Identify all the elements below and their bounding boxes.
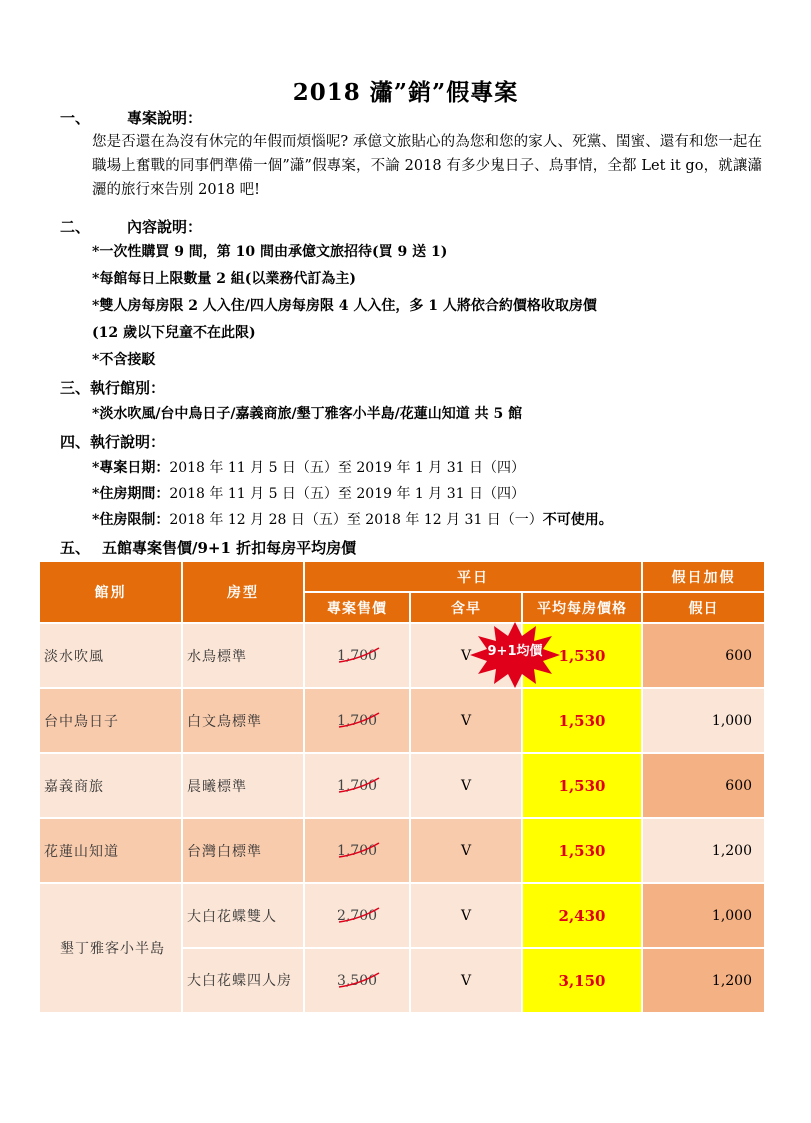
section-label: 內容說明： bbox=[127, 218, 203, 236]
strike-line bbox=[335, 840, 385, 862]
table-row bbox=[39, 623, 765, 688]
exec-value: 2018 年 12 月 28 日（五）至 2018 年 12 月 31 日（一） bbox=[169, 512, 543, 528]
holiday-price: 1,000 bbox=[642, 688, 765, 753]
strike-line bbox=[335, 775, 385, 797]
section-number: 二、 bbox=[60, 218, 91, 236]
page-title: 2018 瀟”銷”假專案 bbox=[292, 79, 519, 106]
room-type: 晨曦標準 bbox=[182, 753, 304, 818]
avg-price: 3,150 bbox=[522, 948, 642, 1013]
breakfast: V bbox=[410, 753, 522, 818]
header-hotel: 館別 bbox=[39, 561, 182, 623]
breakfast: V bbox=[410, 623, 522, 688]
strike-line bbox=[335, 645, 385, 667]
sale-price: 1,700 bbox=[304, 688, 410, 753]
exec-suffix: 不可使用。 bbox=[542, 512, 613, 528]
exec-value: 2018 年 11 月 5 日（五）至 2019 年 1 月 31 日（四） bbox=[169, 486, 525, 502]
section-number: 五、 bbox=[60, 539, 91, 557]
breakfast: V bbox=[410, 883, 522, 948]
exec-value: 2018 年 11 月 5 日（五）至 2019 年 1 月 31 日（四） bbox=[169, 460, 525, 476]
content-item: *雙人房每房限 2 人入住/四人房每房限 4 人入住，多 1 人將依合約價格收取房價 bbox=[92, 298, 597, 314]
sale-price: 3,500 bbox=[304, 948, 410, 1013]
exec-label: *住房期間： bbox=[92, 486, 170, 502]
avg-price: 1,530 bbox=[522, 623, 642, 688]
section-label: 五館專案售價/9+1 折扣每房平均房價 bbox=[102, 539, 357, 557]
section-label: 執行館別： bbox=[90, 379, 166, 397]
venue-list: *淡水吹風/台中鳥日子/嘉義商旅/墾丁雅客小半島/花蓮山知道 共 5 館 bbox=[92, 406, 523, 422]
avg-price: 1,530 bbox=[522, 688, 642, 753]
room-type: 大白花蝶雙人 bbox=[182, 883, 304, 948]
header-holiday: 假日 bbox=[642, 592, 765, 623]
section-label: 執行說明： bbox=[90, 433, 166, 451]
badge-label: 9+1均價 bbox=[487, 644, 543, 659]
exec-item bbox=[92, 483, 525, 503]
content-item: *不含接駁 bbox=[92, 352, 156, 368]
hotel-name: 台中鳥日子 bbox=[39, 688, 182, 753]
room-type: 白文鳥標準 bbox=[182, 688, 304, 753]
table-row bbox=[39, 818, 765, 883]
intro-paragraph: 您是否還在為沒有休完的年假而煩惱呢? 承億文旅貼心的為您和您的家人、死黨、閨蜜、還有和您一起在職場上奮戰的同事們準備一個”瀟”假專案，不論 2018 有多少鬼日子、鳥事情，全都 Let it go，就讓瀟灑的旅行來告別 2018 吧! bbox=[92, 134, 762, 198]
section-2-heading bbox=[60, 216, 202, 237]
strike-line bbox=[335, 970, 385, 992]
section-number: 一、 bbox=[60, 109, 91, 127]
sale-price: 1,700 bbox=[304, 753, 410, 818]
sale-price: 2,700 bbox=[304, 883, 410, 948]
exec-item bbox=[92, 457, 525, 477]
header-holiday-group: 假日加假 bbox=[642, 561, 765, 592]
sale-price: 1,700 bbox=[304, 623, 410, 688]
section-label: 專案說明： bbox=[127, 109, 203, 127]
breakfast: V bbox=[410, 818, 522, 883]
exec-label: *住房限制： bbox=[92, 512, 170, 528]
section-number: 四、 bbox=[60, 433, 91, 451]
exec-item bbox=[92, 509, 613, 529]
holiday-price: 600 bbox=[642, 623, 765, 688]
section-3-heading bbox=[60, 377, 165, 398]
hotel-name: 嘉義商旅 bbox=[39, 753, 182, 818]
sale-price: 1,700 bbox=[304, 818, 410, 883]
room-type: 台灣白標準 bbox=[182, 818, 304, 883]
price-table bbox=[38, 560, 766, 1014]
header-avg-price: 平均每房價格 bbox=[522, 592, 642, 623]
room-type: 水鳥標準 bbox=[182, 623, 304, 688]
section-1-heading bbox=[60, 107, 202, 128]
strike-line bbox=[335, 905, 385, 927]
header-room: 房型 bbox=[182, 561, 304, 623]
table-row bbox=[39, 688, 765, 753]
breakfast: V bbox=[410, 948, 522, 1013]
table-row bbox=[39, 753, 765, 818]
hotel-name: 花蓮山知道 bbox=[39, 818, 182, 883]
section-4-heading bbox=[60, 431, 165, 452]
content-item: *每館每日上限數量 2 組(以業務代訂為主) bbox=[92, 271, 357, 287]
avg-price: 1,530 bbox=[522, 818, 642, 883]
avg-price: 2,430 bbox=[522, 883, 642, 948]
hotel-name: 淡水吹風 bbox=[39, 623, 182, 688]
holiday-price: 600 bbox=[642, 753, 765, 818]
breakfast: V bbox=[410, 688, 522, 753]
section-number: 三、 bbox=[60, 379, 91, 397]
hotel-name: 墾丁雅客小半島 bbox=[39, 883, 182, 1013]
header-sale-price: 專案售價 bbox=[304, 592, 410, 623]
table-header-row bbox=[39, 561, 765, 592]
holiday-price: 1,200 bbox=[642, 818, 765, 883]
exec-label: *專案日期： bbox=[92, 460, 170, 476]
avg-price: 1,530 bbox=[522, 753, 642, 818]
room-type: 大白花蝶四人房 bbox=[182, 948, 304, 1013]
table-row bbox=[39, 883, 765, 948]
strike-line bbox=[335, 710, 385, 732]
holiday-price: 1,200 bbox=[642, 948, 765, 1013]
content-item: (12 歲以下兒童不在此限) bbox=[92, 325, 256, 341]
section-5-heading bbox=[60, 537, 356, 558]
header-breakfast: 含早 bbox=[410, 592, 522, 623]
header-weekday: 平日 bbox=[304, 561, 642, 592]
holiday-price: 1,000 bbox=[642, 883, 765, 948]
content-item: *一次性購買 9 間，第 10 間由承億文旅招待(買 9 送 1) bbox=[92, 244, 448, 260]
